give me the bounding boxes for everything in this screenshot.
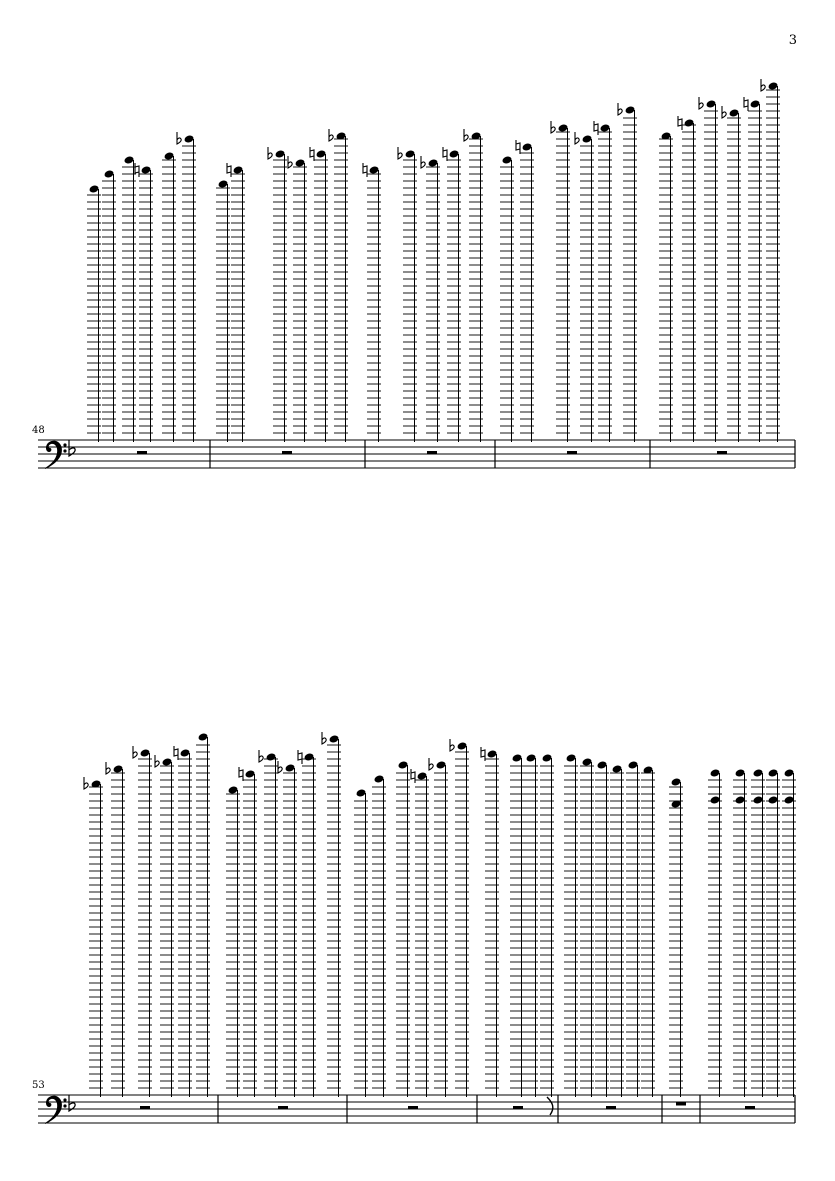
chord-note-head <box>768 795 779 804</box>
note-head <box>522 142 533 151</box>
measure-59 <box>708 768 796 1109</box>
note <box>298 750 316 1097</box>
note <box>133 746 152 1097</box>
note <box>122 155 136 442</box>
note-head <box>735 768 746 777</box>
note-head <box>162 757 173 766</box>
flat-sign-icon <box>551 121 555 133</box>
note-head <box>625 105 636 114</box>
note <box>564 753 578 1097</box>
flat-sign-icon <box>722 106 726 118</box>
measure-58 <box>669 777 686 1105</box>
note <box>594 121 612 442</box>
half-rest-icon <box>408 1106 418 1110</box>
note-head <box>198 732 209 741</box>
note-head <box>374 774 385 783</box>
note-head <box>218 179 229 188</box>
note <box>481 747 499 1097</box>
half-rest-icon <box>513 1106 523 1110</box>
chord-note-head <box>784 795 795 804</box>
note <box>659 131 673 442</box>
measure-51 <box>500 103 637 455</box>
flat-sign-icon <box>575 132 579 144</box>
note <box>354 788 368 1097</box>
flat-sign-icon <box>268 147 272 159</box>
note-head <box>436 760 447 769</box>
half-rest-icon <box>567 451 577 455</box>
note <box>699 97 718 442</box>
note <box>626 760 640 1097</box>
note <box>618 103 637 442</box>
natural-sign-icon <box>135 163 139 177</box>
natural-sign-icon <box>174 746 178 760</box>
note-head <box>526 753 537 762</box>
note-head <box>710 768 721 777</box>
note <box>669 777 683 1097</box>
note-head <box>768 81 779 90</box>
note-head <box>124 155 135 164</box>
flat-sign-icon <box>450 739 454 751</box>
measure-49 <box>216 129 348 455</box>
note <box>196 732 210 1097</box>
natural-sign-icon <box>443 147 447 161</box>
natural-sign-icon <box>227 163 231 177</box>
flat-sign-icon <box>133 746 137 758</box>
note-head <box>449 149 460 158</box>
note-head <box>164 151 175 160</box>
note-head <box>684 118 695 127</box>
note <box>722 106 741 442</box>
note <box>162 151 176 442</box>
half-rest-icon <box>282 451 292 455</box>
note-head <box>141 165 152 174</box>
half-rest-icon <box>745 1106 755 1110</box>
half-rest-icon <box>278 1106 288 1110</box>
natural-sign-icon <box>481 747 485 761</box>
note <box>396 760 410 1097</box>
note <box>363 163 381 442</box>
note-head <box>612 764 623 773</box>
flat-sign-icon <box>259 750 263 762</box>
flat-sign-icon <box>155 755 159 767</box>
natural-sign-icon <box>516 140 520 154</box>
note-head <box>502 155 513 164</box>
note-head <box>180 748 191 757</box>
measure-number-system-2: 53 <box>32 1080 45 1091</box>
bass-clef-icon <box>45 441 67 469</box>
note-head <box>140 748 151 757</box>
note <box>84 777 103 1097</box>
note <box>268 147 287 442</box>
note <box>595 760 609 1097</box>
note <box>372 774 386 1097</box>
note <box>329 129 348 442</box>
measure-57 <box>564 753 655 1109</box>
flat-sign-icon <box>421 156 425 168</box>
note <box>87 184 101 442</box>
note-head <box>582 134 593 143</box>
note-head <box>671 777 682 786</box>
note-head <box>184 134 195 143</box>
natural-sign-icon <box>744 97 748 111</box>
flat-sign-icon <box>761 79 765 91</box>
note-head <box>316 149 327 158</box>
flat-sign-icon <box>322 732 326 744</box>
notes-layer <box>84 79 796 1115</box>
measure-number-system-1: 48 <box>32 425 45 436</box>
note-head <box>304 752 315 761</box>
note <box>524 753 538 1097</box>
bass-clef-icon <box>45 1096 67 1124</box>
natural-sign-icon <box>594 121 598 135</box>
measure-56 <box>481 747 554 1115</box>
flat-sign-icon <box>278 761 282 773</box>
chord-note-head <box>735 795 746 804</box>
note <box>580 757 594 1097</box>
note-head <box>295 158 306 167</box>
note-head <box>405 149 416 158</box>
note-head <box>750 99 761 108</box>
note-head <box>228 785 239 794</box>
half-rest-icon <box>140 1106 150 1110</box>
note <box>443 147 461 442</box>
note-head <box>245 769 256 778</box>
natural-sign-icon <box>298 750 302 764</box>
natural-sign-icon <box>239 767 243 781</box>
note <box>540 753 554 1097</box>
note <box>174 746 192 1097</box>
note-head <box>558 123 569 132</box>
note-head <box>487 749 498 758</box>
note <box>106 762 125 1097</box>
note-head <box>233 165 244 174</box>
note <box>641 765 655 1097</box>
note-head <box>600 123 611 132</box>
note-head <box>275 149 286 158</box>
note <box>102 169 116 442</box>
eighth-flag-icon <box>547 1097 553 1115</box>
note <box>782 768 796 1097</box>
note-head <box>542 753 553 762</box>
measure-48 <box>87 132 196 455</box>
note <box>516 140 534 442</box>
note <box>708 768 722 1097</box>
note-head <box>369 165 380 174</box>
flat-sign-icon <box>464 129 468 141</box>
note <box>322 732 341 1097</box>
note <box>155 755 174 1097</box>
note <box>761 79 780 442</box>
note <box>177 132 196 442</box>
note-head <box>428 158 439 167</box>
note <box>751 768 765 1097</box>
measure-55 <box>354 739 469 1110</box>
note <box>575 132 594 442</box>
note-head <box>597 760 608 769</box>
note-head <box>628 760 639 769</box>
natural-sign-icon <box>363 163 367 177</box>
note-head <box>356 788 367 797</box>
note <box>510 753 524 1097</box>
measure-52 <box>659 79 780 455</box>
note <box>310 147 328 442</box>
note <box>216 179 230 442</box>
note-head <box>753 768 764 777</box>
note <box>421 156 440 442</box>
note <box>239 767 257 1097</box>
flat-sign-icon <box>106 762 110 774</box>
natural-sign-icon <box>678 116 682 130</box>
natural-sign-icon <box>411 769 415 783</box>
flat-sign-icon <box>618 103 622 115</box>
flat-sign-icon <box>329 129 333 141</box>
flat-sign-icon <box>699 97 703 109</box>
measure-50 <box>363 129 483 455</box>
note-head <box>89 184 100 193</box>
flat-sign-icon <box>288 156 292 168</box>
note-head <box>729 108 740 117</box>
note <box>411 769 429 1097</box>
note <box>135 163 153 442</box>
natural-sign-icon <box>310 147 314 161</box>
system-1-staff <box>38 440 795 468</box>
half-rest-icon <box>606 1106 616 1110</box>
flat-sign-icon <box>398 147 402 159</box>
note-head <box>266 752 277 761</box>
note <box>226 785 240 1097</box>
note <box>227 163 245 442</box>
note <box>278 761 297 1097</box>
note-head <box>104 169 115 178</box>
measure-53 <box>84 732 210 1109</box>
note-head <box>784 768 795 777</box>
note <box>398 147 417 442</box>
note <box>288 156 307 442</box>
note <box>766 768 780 1097</box>
note <box>733 768 747 1097</box>
note-head <box>398 760 409 769</box>
note <box>500 155 514 442</box>
note <box>464 129 483 442</box>
note-head <box>417 771 428 780</box>
note-head <box>706 99 717 108</box>
note <box>450 739 469 1097</box>
note-head <box>457 741 468 750</box>
half-rest-icon <box>427 451 437 455</box>
half-rest-icon <box>137 451 147 455</box>
flat-sign-icon <box>84 777 88 789</box>
page-number: 3 <box>788 33 797 48</box>
note <box>678 116 696 442</box>
note <box>610 764 624 1097</box>
note <box>259 750 278 1097</box>
note <box>551 121 570 442</box>
flat-sign-icon <box>429 758 433 770</box>
note-head <box>768 768 779 777</box>
note <box>429 758 448 1097</box>
half-rest-icon <box>717 451 727 455</box>
note-head <box>582 757 593 766</box>
whole-rest-icon <box>676 1102 686 1106</box>
note-head <box>512 753 523 762</box>
note-head <box>113 764 124 773</box>
chord-note-head <box>753 795 764 804</box>
note-head <box>566 753 577 762</box>
note-head <box>329 734 340 743</box>
chord-note-head <box>710 795 721 804</box>
measure-54 <box>226 732 341 1110</box>
note-head <box>285 763 296 772</box>
note <box>744 97 762 442</box>
flat-sign-icon <box>177 132 181 144</box>
